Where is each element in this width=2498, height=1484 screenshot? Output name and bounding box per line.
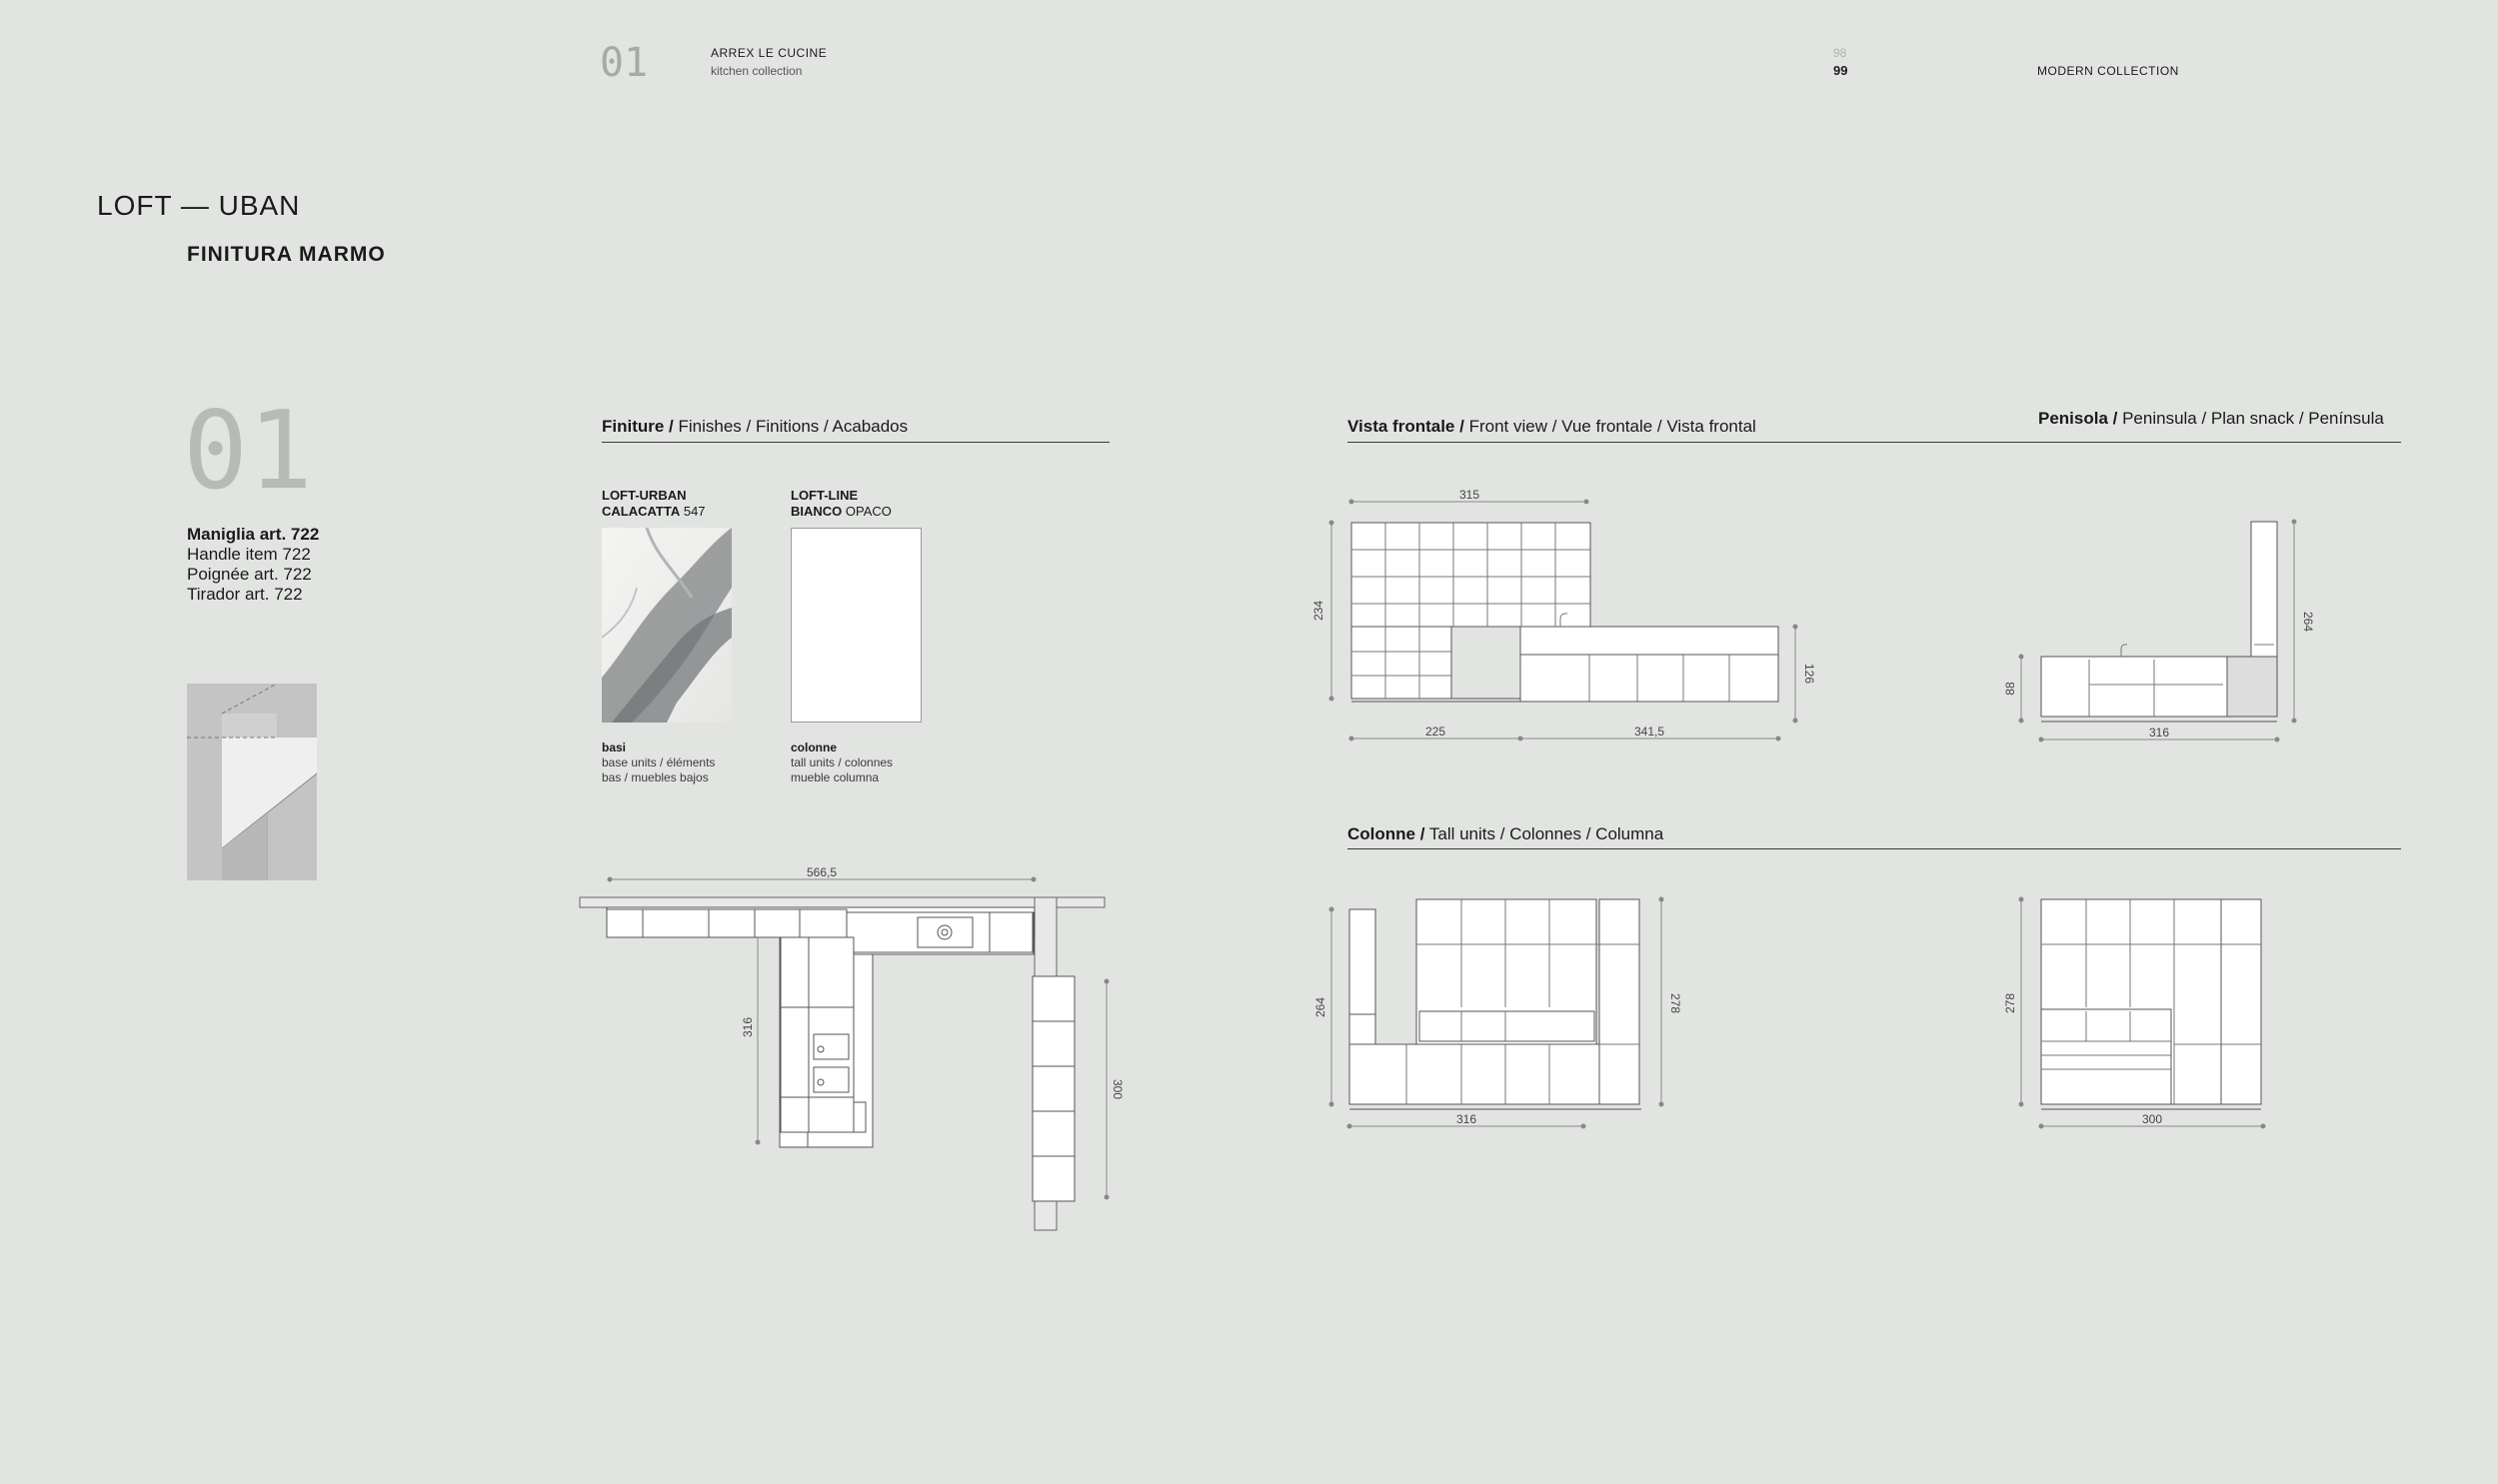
finish-swatch-label-2: LOFT-LINE BIANCO OPACO — [791, 488, 892, 519]
front-dim-left: 234 — [1311, 600, 1325, 622]
front-dim-top: 315 — [1458, 488, 1480, 502]
columns-right-dim-bottom: 300 — [2141, 1112, 2163, 1126]
plan-dim-top: 566,5 — [806, 865, 838, 879]
handle-line-en: Handle item 722 — [187, 545, 311, 564]
finish-swatch-label-1: LOFT-URBAN CALACATTA 547 — [602, 488, 706, 519]
collection-label: MODERN COLLECTION — [2037, 64, 2179, 78]
handle-description — [187, 525, 319, 605]
finishes-rule — [602, 442, 1110, 443]
columns-right-drawing — [1999, 889, 2299, 1139]
finish-caption-1: basi base units / éléments bas / muebles bajos — [602, 741, 716, 784]
page-index-number: 01 — [600, 40, 649, 86]
handle-index-number: 01 — [183, 389, 314, 514]
front-view-drawing — [1309, 480, 1849, 749]
peninsula-drawing — [1999, 510, 2329, 749]
columns-left-dim-right: 278 — [1668, 992, 1682, 1014]
front-view-title: Vista frontale / Front view / Vue frontale / Vista frontal — [1347, 417, 1756, 436]
plan-base-units — [605, 907, 1035, 1147]
marble-calacatta-swatch — [602, 528, 732, 723]
columns-rule — [1347, 848, 2401, 849]
front-dim-bottom-a: 225 — [1424, 725, 1446, 739]
peninsula-dim-right: 264 — [2301, 611, 2315, 633]
brand-name: ARREX LE CUCINE — [711, 46, 828, 60]
plan-dim-left: 316 — [741, 1016, 755, 1038]
plan-right-columns — [1030, 974, 1078, 1204]
finishes-title: Finiture / Finishes / Finitions / Acabados — [602, 417, 909, 436]
page-number-current: 99 — [1833, 63, 1848, 78]
columns-left-dim-bottom: 316 — [1455, 1112, 1477, 1126]
white-matt-swatch — [791, 528, 922, 723]
plan-dim-right: 300 — [1111, 1078, 1125, 1100]
handle-line-fr: Poignée art. 722 — [187, 565, 312, 584]
finish-caption-2: colonne tall units / colonnes mueble columna — [791, 741, 894, 784]
peninsula-dim-left: 88 — [2003, 682, 2017, 696]
columns-left-dim-left: 264 — [1313, 996, 1327, 1018]
model-title: LOFT — UBAN — [97, 190, 301, 221]
brand-subtitle: kitchen collection — [711, 64, 803, 78]
handle-line-it: Maniglia art. 722 — [187, 525, 320, 544]
peninsula-title: Penisola / Peninsula / Plan snack / Península — [2038, 409, 2384, 428]
handle-detail-image — [187, 684, 317, 880]
peninsula-dim-bottom: 316 — [2148, 726, 2170, 740]
front-dim-bottom-b: 341,5 — [1633, 725, 1665, 739]
page-number-prev: 98 — [1833, 46, 1847, 60]
front-view-rule — [1347, 442, 2401, 443]
columns-title: Colonne / Tall units / Colonnes / Columna — [1347, 824, 1664, 843]
handle-line-es: Tirador art. 722 — [187, 585, 303, 604]
finish-title: FINITURA MARMO — [187, 243, 386, 266]
columns-right-dim-left: 278 — [2003, 992, 2017, 1014]
columns-left-drawing — [1309, 889, 1689, 1139]
front-dim-right: 126 — [1802, 663, 1816, 685]
